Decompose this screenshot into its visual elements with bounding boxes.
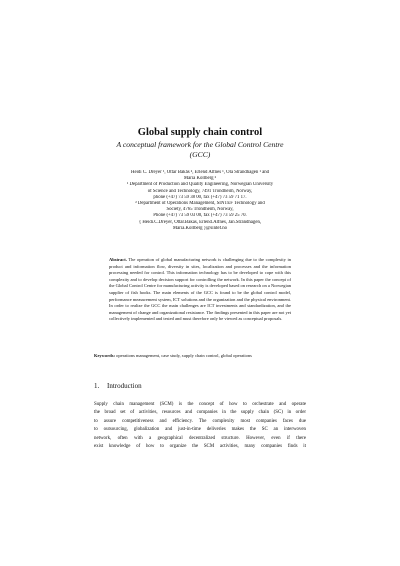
affiliation-line: ² Department of Operations Management, SINTEF Technology and: [135, 201, 265, 207]
abstract-text: The operation of global manufacturing network is challenging due to the complexity in product and information flow, diversity in sites, localization and processes and the information processing needed for control. This information technology has to be developed to cope with this complexity and to develop decision support for controlling the network. In this paper the concept of the Global Control Centre for manufacturing activity is developed based on research on a Norwegian supplier of fish hooks. The main elements of the GCC is found to be the global control model, performance measurement system, ICT solutions and the organization and the physical environment. In order to realize the GCC the main challenges are ICT investments and standardization, and the management of change and organizational resistance. The findings presented in this paper are not yet collectively implemented and tested and must therefore only be viewed as conceptual proposals.: [109, 257, 291, 322]
section-title: Introduction: [107, 382, 142, 390]
author-line: Maria Kollberg ²: [183, 176, 217, 182]
body-line: to assure competitiveness and efficiency. The complexity most companies faces due: [94, 418, 306, 424]
section-heading: [94, 382, 142, 391]
paper-title: Global supply chain control: [137, 127, 263, 138]
paper-subtitle: [0, 140, 400, 160]
author-block: [125, 170, 275, 232]
affiliation-line: Society, 4765 Trondheim, Norway,: [166, 207, 234, 213]
abstract-label: Abstract.: [109, 257, 127, 262]
body-line: to outsourcing, globalization and just-in-time deliveries makes the SC an interwoven: [94, 427, 306, 433]
subtitle-line: (GCC): [189, 150, 211, 159]
body-line: the broad set of activities, resources and companies in the supply chain (SC) in order: [94, 410, 306, 416]
author-line: Heidi C. Dreyer ¹, Ottar Bakås ², Erlend Alfnes ¹, Ola Strandhagen ¹ and: [130, 170, 270, 175]
body-line: exist knowledge of how to organize the SCM activities, many companies finds it: [94, 444, 306, 450]
abstract: [109, 257, 291, 323]
keywords: [94, 353, 306, 359]
contact-line: phone (+47) 73 59 38 00, fax (+47) 73 59 71 17.: [153, 194, 247, 200]
email-line: { Heidi.C.Dreyer, Ottar.Bakas, Erlend.Alfnes, Jan.Strandhagen,: [138, 219, 262, 225]
keywords-text: operations management, case study, supply chain control, global operations: [116, 353, 252, 358]
affiliation-line: ¹ Department of Production and Quality Engineering, Norwegian University: [126, 182, 274, 188]
affiliation-line: of Science and Technology, 7491 Trondheim, Norway,: [147, 188, 253, 194]
email-line: Maria.Kollberg }@sintef.no: [172, 225, 228, 231]
keywords-label: Keywords:: [94, 353, 115, 358]
subtitle-line: A conceptual framework for the Global Control Centre: [116, 140, 284, 149]
section-number: 1.: [94, 382, 100, 390]
introduction-text: [94, 401, 306, 451]
contact-line: Phone (+47) 73 59 03 00, fax (+47) 73 59 25 70.: [153, 213, 247, 219]
body-line: network, often with a geographical decentralized structure. However, even if there: [94, 435, 306, 441]
body-line: Supply chain management (SCM) is the concept of how to orchestrate and operate: [94, 402, 306, 407]
